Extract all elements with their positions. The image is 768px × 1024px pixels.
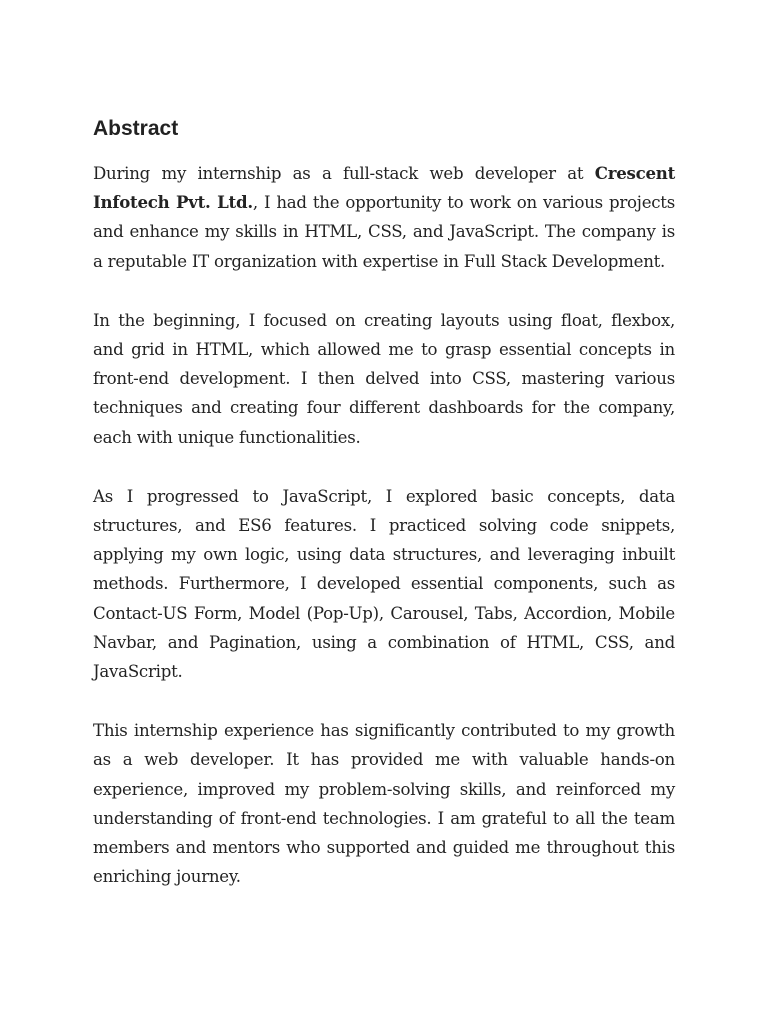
paragraph-javascript: As I progressed to JavaScript, I explored basic concepts, data structures, and ES6 features. I practiced solving code snippets, applying my own logic, using data structures, and leveraging inbuilt methods. Furthermore, I developed essential components, such as Contact-US Form, Model (Pop-Up), Carousel, Tabs, Accordion, Mobile Navbar, and Pagination, using a combination of HTML, CSS, and JavaScript. bbox=[93, 486, 675, 682]
paragraph-html-css: In the beginning, I focused on creating layouts using float, flexbox, and grid in HTML, which allowed me to grasp essential concepts in front-end development. I then delved into CSS, mastering various techniques and creating four different dashboards for the company, each with unique functionalities. bbox=[93, 310, 675, 447]
company-name: Crescent Infotech Pvt. Ltd. bbox=[93, 163, 675, 213]
paragraph-intro-start: During my internship as a full-stack web developer at bbox=[93, 164, 595, 183]
paragraph-conclusion: This internship experience has significantly contributed to my growth as a web developer. It has provided me with valuable hands-on experience, improved my problem-solving skills, and reinforced my understanding of front-end technologies. I am grateful to all the team members and mentors who supported and guided me throughout this enriching journey. bbox=[93, 721, 675, 887]
paragraph-intro-end: , I had the opportunity to work on various projects and enhance my skills in HTML, CSS, and JavaScript. The company is a reputable IT organization with expertise in Full Stack Development. bbox=[93, 193, 675, 271]
abstract-heading: Abstract bbox=[93, 117, 179, 140]
paragraph-intro bbox=[93, 159, 675, 276]
document-page bbox=[93, 115, 675, 921]
